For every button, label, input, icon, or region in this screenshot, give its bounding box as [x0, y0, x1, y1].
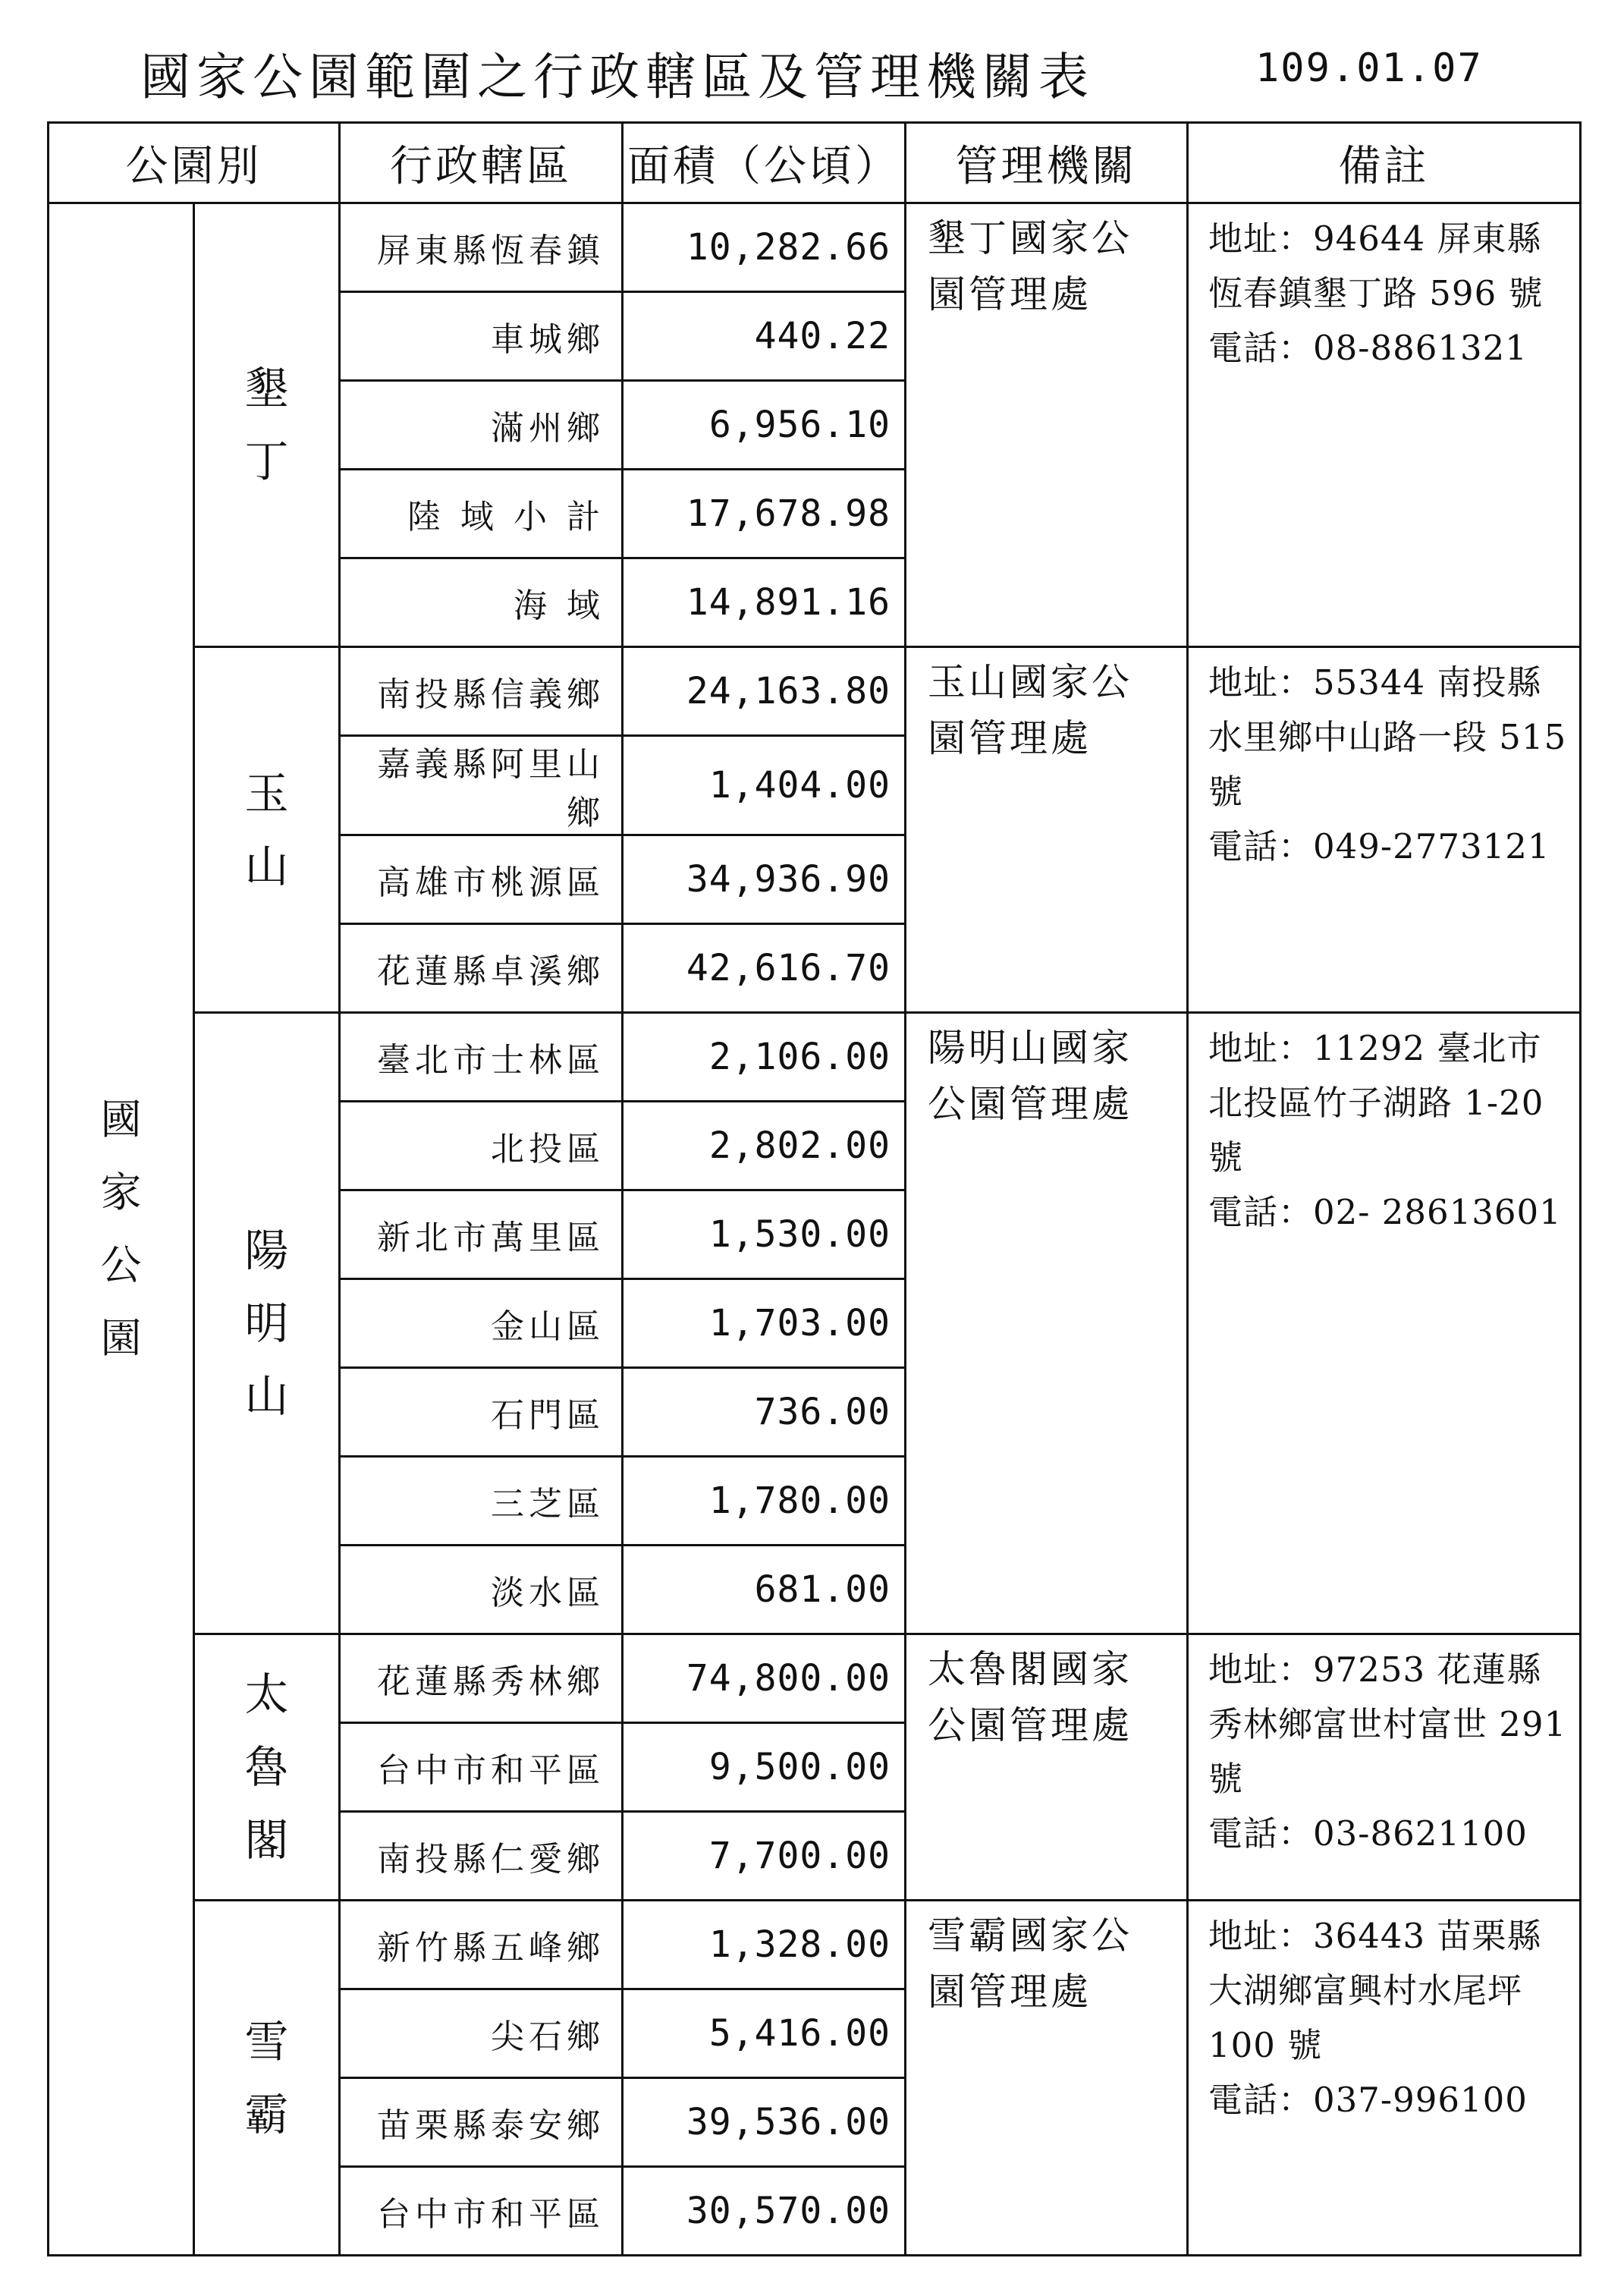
table-row: [49, 1901, 1581, 1989]
document-title: 國家公園範圍之行政轄區及管理機關表: [140, 48, 1095, 106]
phone-text: 電話：02- 28613601: [1208, 1192, 1562, 1232]
area-cell: 14,891.16: [623, 558, 906, 647]
park-name-char: 雪: [244, 2015, 289, 2068]
note-cell: [1188, 203, 1581, 647]
area-cell: 440.22: [623, 292, 906, 381]
region-cell: 淡水區: [340, 1546, 623, 1634]
category-char: 公: [100, 1241, 142, 1289]
table-row: [49, 1634, 1581, 1723]
phone-text: 電話：049-2773121: [1208, 826, 1550, 866]
agency-cell: 太魯閣國家公園管理處: [906, 1634, 1188, 1901]
park-name-char: 魯: [244, 1741, 289, 1793]
area-cell: 39,536.00: [623, 2078, 906, 2167]
table-row: [49, 1013, 1581, 1102]
address-text: 地址：11292 臺北市北投區竹子湖路 1-20 號: [1208, 1028, 1544, 1178]
park-name-cell: [194, 1634, 340, 1901]
area-cell: 30,570.00: [623, 2167, 906, 2256]
area-cell: 1,328.00: [623, 1901, 906, 1989]
park-name-char: 墾: [244, 363, 289, 414]
area-cell: 1,780.00: [623, 1457, 906, 1546]
agency-cell: 玉山國家公園管理處: [906, 647, 1188, 1013]
region-cell: 北投區: [340, 1102, 623, 1190]
park-name-char: 玉: [244, 767, 289, 819]
region-cell: 新北市萬里區: [340, 1190, 623, 1279]
region-cell: 臺北市士林區: [340, 1013, 623, 1102]
phone-text: 電話：03-8621100: [1208, 1813, 1528, 1854]
category-char: 國: [100, 1096, 142, 1143]
park-name-char: 明: [244, 1297, 289, 1349]
table-body: [49, 203, 1581, 2256]
agency-cell: 雪霸國家公園管理處: [906, 1901, 1188, 2256]
region-cell: 新竹縣五峰鄉: [340, 1901, 623, 1989]
area-cell: 7,700.00: [623, 1812, 906, 1901]
region-cell: 南投縣信義鄉: [340, 647, 623, 736]
area-cell: 17,678.98: [623, 470, 906, 558]
national-park-table: [47, 121, 1582, 2256]
area-cell: 1,703.00: [623, 1279, 906, 1368]
region-cell: 嘉義縣阿里山鄉: [340, 736, 623, 835]
region-cell: 三芝區: [340, 1457, 623, 1546]
area-cell: 1,404.00: [623, 736, 906, 835]
address-text: 地址：36443 苗栗縣大湖鄉富興村水尾坪 100 號: [1208, 1916, 1542, 2065]
region-cell: 台中市和平區: [340, 2167, 623, 2256]
area-cell: 42,616.70: [623, 924, 906, 1013]
phone-text: 電話：037-996100: [1208, 2080, 1528, 2120]
header-agency: 管理機關: [906, 123, 1188, 203]
area-cell: 10,282.66: [623, 203, 906, 292]
category-cell: [49, 203, 194, 2256]
park-name-char: 丁: [244, 436, 289, 487]
park-name-cell: [194, 647, 340, 1013]
park-name-char: 山: [244, 840, 289, 892]
region-cell: 花蓮縣卓溪鄉: [340, 924, 623, 1013]
park-name-cell: [194, 1901, 340, 2256]
header-park: 公園別: [49, 123, 340, 203]
address-text: 地址：94644 屏東縣恆春鎮墾丁路 596 號: [1208, 219, 1544, 313]
area-cell: 24,163.80: [623, 647, 906, 736]
area-cell: 681.00: [623, 1546, 906, 1634]
note-cell: [1188, 647, 1581, 1013]
header-area: 面積（公頃）: [623, 123, 906, 203]
region-cell: 車城鄉: [340, 292, 623, 381]
phone-text: 電話：08-8861321: [1208, 328, 1528, 368]
agency-cell: 陽明山國家公園管理處: [906, 1013, 1188, 1634]
category-char: 園: [100, 1314, 142, 1362]
category-char: 家: [100, 1168, 142, 1216]
park-name-cell: [194, 203, 340, 647]
address-text: 地址：97253 花蓮縣秀林鄉富世村富世 291 號: [1208, 1649, 1567, 1799]
note-cell: [1188, 1013, 1581, 1634]
region-cell: 苗栗縣泰安鄉: [340, 2078, 623, 2167]
region-cell: 高雄市桃源區: [340, 835, 623, 924]
region-cell: 尖石鄉: [340, 1989, 623, 2078]
region-cell: 滿州鄉: [340, 381, 623, 470]
region-cell: 花蓮縣秀林鄉: [340, 1634, 623, 1723]
area-cell: 1,530.00: [623, 1190, 906, 1279]
park-name-char: 太: [244, 1668, 289, 1720]
table-row: [49, 647, 1581, 736]
area-cell: 9,500.00: [623, 1723, 906, 1812]
table-row: [49, 203, 1581, 292]
note-cell: [1188, 1901, 1581, 2256]
region-cell: 石門區: [340, 1368, 623, 1457]
document-date: 109.01.07: [1255, 46, 1483, 91]
area-cell: 5,416.00: [623, 1989, 906, 2078]
area-cell: 2,106.00: [623, 1013, 906, 1102]
area-cell: 736.00: [623, 1368, 906, 1457]
agency-cell: 墾丁國家公園管理處: [906, 203, 1188, 647]
area-cell: 6,956.10: [623, 381, 906, 470]
region-cell: 台中市和平區: [340, 1723, 623, 1812]
area-cell: 34,936.90: [623, 835, 906, 924]
park-name-char: 閣: [244, 1814, 289, 1866]
region-cell: 金山區: [340, 1279, 623, 1368]
park-name-char: 霸: [244, 2088, 289, 2140]
park-name-char: 陽: [244, 1225, 289, 1276]
note-cell: [1188, 1634, 1581, 1901]
park-name-char: 山: [244, 1370, 289, 1422]
header-note: 備註: [1188, 123, 1581, 203]
region-cell: 海 域: [340, 558, 623, 647]
region-cell: 屏東縣恆春鎮: [340, 203, 623, 292]
header-region: 行政轄區: [340, 123, 623, 203]
header-row: [49, 123, 1581, 203]
region-cell: 南投縣仁愛鄉: [340, 1812, 623, 1901]
region-cell: 陸 域 小 計: [340, 470, 623, 558]
area-cell: 74,800.00: [623, 1634, 906, 1723]
address-text: 地址：55344 南投縣水里鄉中山路一段 515 號: [1208, 662, 1567, 812]
area-cell: 2,802.00: [623, 1102, 906, 1190]
park-name-cell: [194, 1013, 340, 1634]
